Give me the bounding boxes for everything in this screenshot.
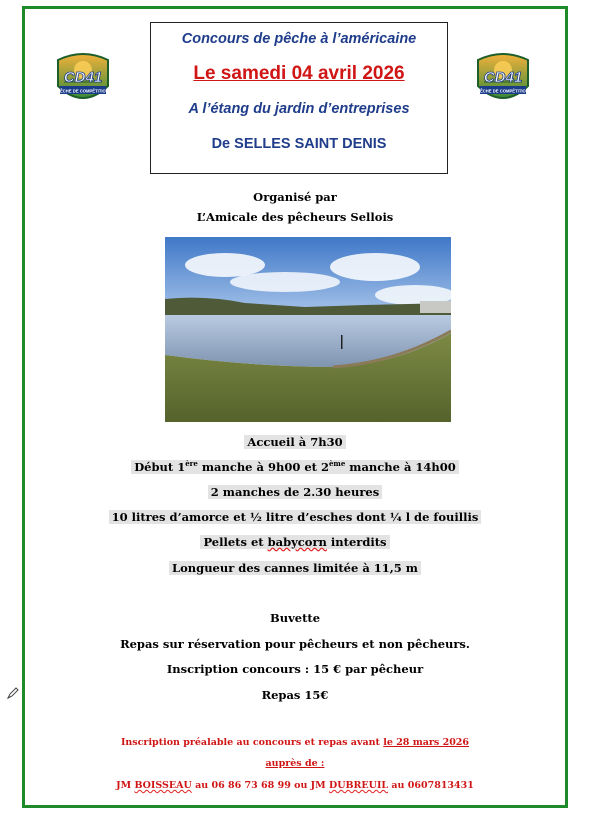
cd41-logo-right — [470, 46, 536, 112]
svg-text:CD41: CD41 — [63, 69, 103, 86]
organizer-name: L’Amicale des pêcheurs Sellois — [196, 210, 394, 224]
forbidden-baits: Pellets et babycorn interdits — [0, 534, 590, 550]
registration-deadline: Inscription préalable au concours et repas avant le 28 mars 2026 — [120, 737, 470, 748]
svg-text:PÊCHE DE COMPÉTITION: PÊCHE DE COMPÉTITION — [477, 88, 529, 94]
registration-contacts: JM BOISSEAU au 06 86 73 68 99 ou JM DUBREUIL au 0607813431 — [116, 780, 474, 791]
session-duration: 2 manches de 2.30 heures — [0, 484, 590, 500]
pen-cursor-icon — [6, 686, 20, 700]
event-town: De SELLES SAINT DENIS — [211, 136, 387, 152]
session-times-text: Début 1ère manche à 9h00 et 2ème manche à 14h00 — [131, 460, 459, 474]
welcome-time: Accueil à 7h30 — [0, 434, 590, 450]
svg-text:PÊCHE DE COMPÉTITION: PÊCHE DE COMPÉTITION — [57, 88, 109, 94]
svg-text:CD41: CD41 — [483, 69, 523, 86]
event-date: Le samedi 04 avril 2026 — [193, 63, 405, 84]
event-venue: A l’étang du jardin d’entreprises — [188, 101, 410, 117]
lake-photo — [165, 237, 451, 422]
organizer-label: Organisé par — [253, 190, 337, 204]
bar-info: Buvette — [269, 611, 321, 625]
rod-length: Longueur des cannes limitée à 11,5 m — [0, 560, 590, 576]
bait-rules: 10 litres d’amorce et ½ litre d’esches dont ¼ l de fouillis — [0, 509, 590, 525]
registration-contact-label: auprès de : — [265, 758, 325, 769]
title-box — [150, 22, 448, 174]
event-title: Concours de pêche à l’américaine — [181, 31, 417, 47]
cd41-logo-left — [50, 46, 116, 112]
meal-info: Repas sur réservation pour pêcheurs et non pêcheurs. — [120, 637, 470, 651]
meal-fee: Repas 15€ — [261, 688, 329, 702]
session-times — [0, 459, 590, 475]
entry-fee: Inscription concours : 15 € par pêcheur — [166, 662, 424, 676]
